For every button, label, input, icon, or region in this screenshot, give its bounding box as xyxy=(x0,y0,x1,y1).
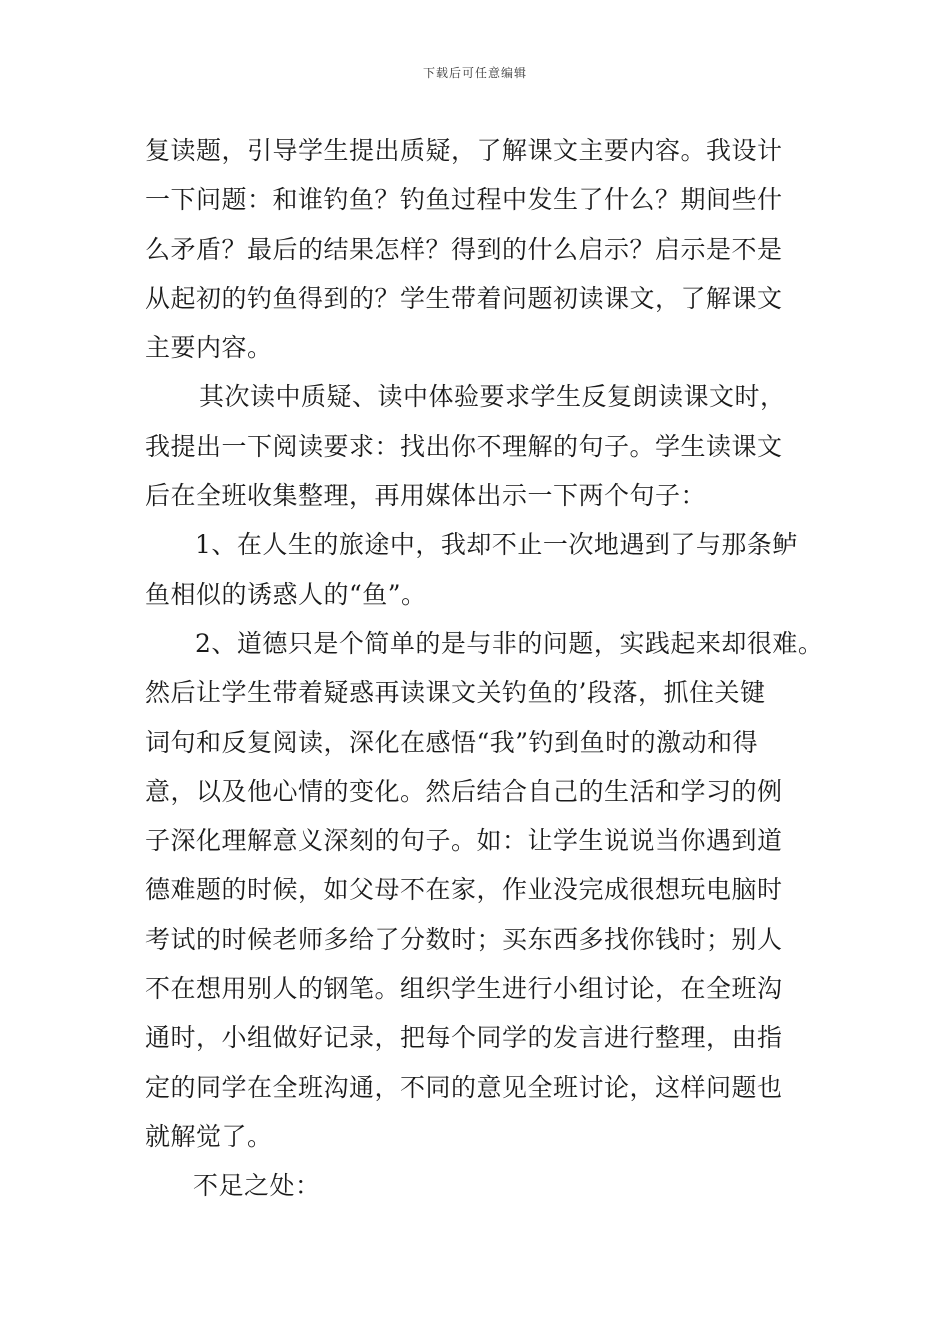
text-line: 复读题，引导学生提出质疑，了解课文主要内容。我设计 xyxy=(145,136,783,165)
document-body xyxy=(145,126,824,1211)
text-line: 德难题的时候，如父母不在家，作业没完成很想玩电脑时 xyxy=(145,875,783,905)
text-line: 一下问题：和谁钓鱼？钓鱼过程中发生了什么？期间些什 xyxy=(145,185,783,215)
text-line: 通时，小组做好记录，把每个同学的发言进行整理，由指 xyxy=(145,1023,783,1053)
text-line: 不在想用别人的钢笔。组织学生进行小组讨论，在全班沟 xyxy=(145,974,783,1004)
numbered-item-1: 1、在人生的旅途中，我却不止一次地遇到了与那条鲈 xyxy=(195,530,798,560)
text-line: 子深化理解意义深刻的句子。如：让学生说说当你遇到道 xyxy=(145,826,783,856)
text-line: 鱼相似的诱惑人的“鱼”。 xyxy=(145,579,427,609)
text-line: 我提出一下阅读要求：找出你不理解的句子。学生读课文 xyxy=(145,431,783,461)
text-line: 词句和反复阅读，深化在感悟“我”钓到鱼时的激动和得 xyxy=(145,727,759,757)
text-line: 就解觉了。 xyxy=(145,1121,273,1151)
text-line: 么矛盾？最后的结果怎样？得到的什么启示？启示是不是 xyxy=(145,234,783,264)
text-line: 定的同学在全班沟通，不同的意见全班讨论，这样问题也 xyxy=(145,1072,783,1102)
text-line: 从起初的钓鱼得到的？学生带着问题初读课文，了解课文 xyxy=(145,283,783,313)
text-line: 意，以及他心情的变化。然后结合自己的生活和学习的例 xyxy=(145,776,783,806)
header-note: 下载后可任意编辑 xyxy=(422,66,527,80)
text-line: 考试的时候老师多给了分数时；买东西多找你钱时；别人 xyxy=(145,924,783,954)
numbered-item-2: 2、道德只是个简单的是与非的问题，实践起来却很难。 xyxy=(195,628,824,658)
section-heading-shortcomings: 不足之处： xyxy=(193,1171,321,1201)
text-line: 然后让学生带着疑惑再读课文关钓鱼的’段落，抓住关键 xyxy=(145,678,766,708)
text-line: 主要内容。 xyxy=(145,333,273,363)
text-line: 后在全班收集整理，再用媒体出示一下两个句子： xyxy=(145,481,707,511)
paragraph-start-line: 其次读中质疑、读中体验要求学生反复朗读课文时， xyxy=(199,382,786,412)
